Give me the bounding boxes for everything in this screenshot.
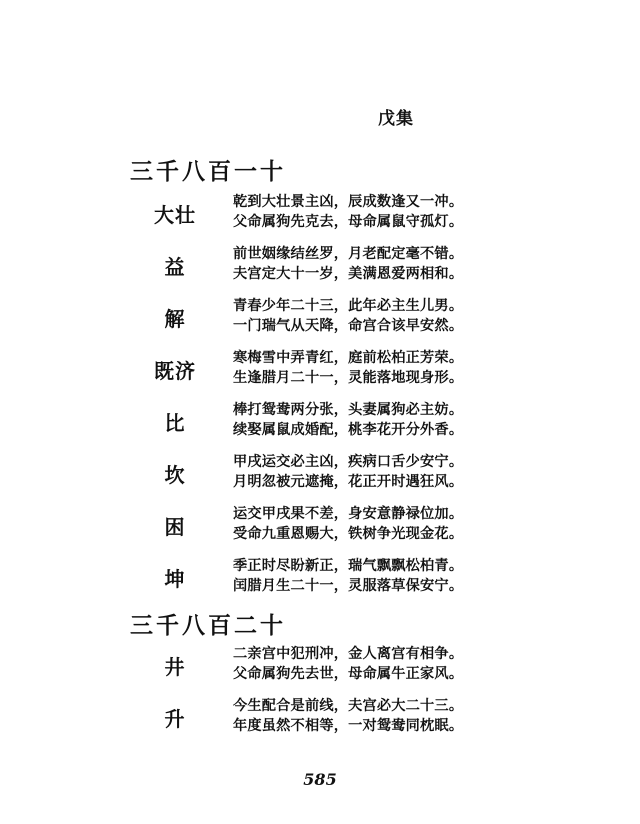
verse (233, 696, 493, 736)
entry (0, 347, 640, 391)
verse (233, 452, 493, 492)
entry (0, 555, 640, 599)
verse-line: 乾到大壮景主凶，辰成数逢又一冲。 (233, 194, 464, 210)
hexagram-name: 益 (164, 254, 186, 279)
verse (233, 244, 493, 284)
verse (233, 504, 493, 544)
verse-line: 前世姻缘结丝罗，月老配定毫不错。 (233, 246, 464, 262)
verse-line: 季正时尽盼新正，瑞气飘飘松柏青。 (233, 558, 464, 574)
section-title: 三千八百二十 (130, 612, 286, 639)
verse (233, 192, 493, 232)
entry (0, 643, 640, 687)
verse-line: 夫宫定大十一岁，美满恩爱两相和。 (233, 266, 464, 282)
hexagram-name: 困 (164, 514, 186, 539)
hexagram-name: 既济 (154, 358, 196, 383)
hexagram-name: 坤 (164, 566, 186, 591)
page-number: 585 (303, 770, 337, 789)
hexagram-name: 升 (164, 706, 186, 731)
verse-line: 受命九重恩赐大，铁树争光现金花。 (233, 526, 464, 542)
entry (0, 191, 640, 235)
verse-line: 父命属狗先去世，母命属牛正家风。 (233, 666, 464, 682)
section-title: 三千八百一十 (130, 158, 286, 185)
verse-line: 续娶属鼠成婚配，桃李花开分外香。 (233, 422, 464, 438)
verse (233, 400, 493, 440)
entry (0, 399, 640, 443)
verse (233, 644, 493, 684)
verse-line: 青春少年二十三，此年必主生儿男。 (233, 298, 464, 314)
entry (0, 295, 640, 339)
verse-line: 闰腊月生二十一，灵服落草保安宁。 (233, 578, 464, 594)
hexagram-name: 解 (164, 306, 186, 331)
verse-line: 棒打鸳鸯两分张，头妻属狗必主妨。 (233, 402, 464, 418)
verse-line: 年度虽然不相等，一对鸳鸯同枕眠。 (233, 718, 464, 734)
entry (0, 503, 640, 547)
entry (0, 695, 640, 739)
entry (0, 243, 640, 287)
entry (0, 451, 640, 495)
verse-line: 父命属狗先克去，母命属鼠守孤灯。 (233, 214, 464, 230)
verse (233, 556, 493, 596)
running-header: 戊集 (378, 109, 414, 129)
hexagram-name: 比 (164, 410, 186, 435)
hexagram-name: 大壮 (154, 202, 196, 227)
verse (233, 296, 493, 336)
verse-line: 寒梅雪中弄青红，庭前松柏正芳荣。 (233, 350, 464, 366)
verse-line: 二亲宫中犯刑冲，金人离宫有相争。 (233, 646, 464, 662)
verse-line: 运交甲戌果不差，身安意静禄位加。 (233, 506, 464, 522)
hexagram-name: 坎 (164, 462, 186, 487)
verse-line: 月明忽被元遮掩，花正开时遇狂风。 (233, 474, 464, 490)
verse-line: 生逢腊月二十一，灵能落地现身形。 (233, 370, 464, 386)
verse-line: 今生配合是前线，夫宫必大二十三。 (233, 698, 464, 714)
verse (233, 348, 493, 388)
verse-line: 甲戌运交必主凶，疾病口舌少安宁。 (233, 454, 464, 470)
hexagram-name: 井 (164, 654, 186, 679)
verse-line: 一门瑞气从天降，命宫合该早安然。 (233, 318, 464, 334)
